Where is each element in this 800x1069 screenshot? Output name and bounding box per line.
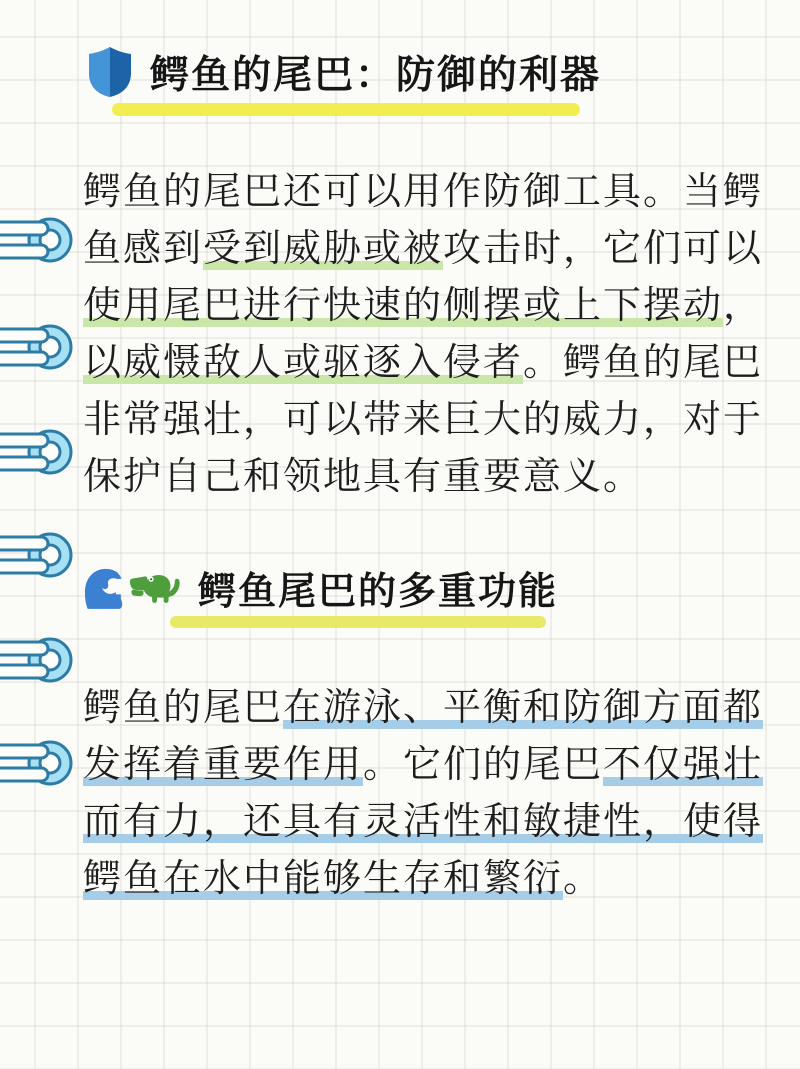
highlighted-text: 而有力，还具有灵活性和敏捷性，使得 xyxy=(83,799,764,843)
highlighted-text: 发挥着重要作用 xyxy=(83,742,364,786)
highlighted-text: 受到威胁或被 xyxy=(203,226,444,270)
highlighted-text: 不仅强壮 xyxy=(603,742,764,786)
binder-ring-icon xyxy=(0,315,76,379)
text-line xyxy=(83,391,763,448)
paragraph-defense xyxy=(83,163,763,505)
section-title: 鳄鱼的尾巴：防御的利器 xyxy=(150,53,602,98)
text-line xyxy=(83,850,763,907)
plain-text: 保护自己和领地具有重要意义。 xyxy=(83,454,644,498)
text-line xyxy=(83,679,763,736)
text-line xyxy=(83,448,763,505)
highlighted-text: 以威慑敌人或驱逐入侵者 xyxy=(83,340,524,384)
section-header-functions xyxy=(84,560,558,615)
plain-text: 。它们的尾巴 xyxy=(363,742,604,786)
text-line xyxy=(83,163,763,220)
text-line xyxy=(83,220,763,277)
binder-ring-icon xyxy=(0,628,76,692)
text-line xyxy=(83,793,763,850)
plain-text: 攻击时，它们可以 xyxy=(443,226,764,270)
text-line xyxy=(83,277,763,334)
text-line xyxy=(83,334,763,391)
section-header-defense xyxy=(86,44,601,100)
paragraph-functions xyxy=(83,679,763,907)
plain-text: 鳄鱼的尾巴还可以用作防御工具。当鳄 xyxy=(83,169,764,213)
shield-icon xyxy=(86,45,134,99)
binder-ring-icon xyxy=(0,731,76,795)
highlighted-text: 使用尾巴进行快速的侧摆或上下摆动 xyxy=(83,283,724,327)
plain-text: 。 xyxy=(563,856,604,900)
binder-ring-icon xyxy=(0,208,76,272)
section-title: 鳄鱼尾巴的多重功能 xyxy=(198,569,559,613)
title-underline xyxy=(112,103,580,116)
plain-text: 。鳄鱼的尾巴 xyxy=(523,340,764,384)
title-underline xyxy=(170,616,546,628)
highlighted-text: 鳄鱼在水中能够生存和繁衍 xyxy=(83,856,564,900)
binder-ring-icon xyxy=(0,420,76,484)
text-line xyxy=(83,736,763,793)
binder-ring-icon xyxy=(0,523,76,587)
highlighted-text: 在游泳、平衡和防御方面都 xyxy=(283,685,764,729)
crocodile-icon xyxy=(128,568,184,608)
plain-text: 鳄鱼的尾巴 xyxy=(83,685,284,729)
plain-text: 非常强壮，可以带来巨大的威力，对于 xyxy=(83,397,764,441)
plain-text: 鱼感到 xyxy=(83,226,204,270)
plain-text: ， xyxy=(723,283,764,327)
wave-icon xyxy=(84,564,124,612)
